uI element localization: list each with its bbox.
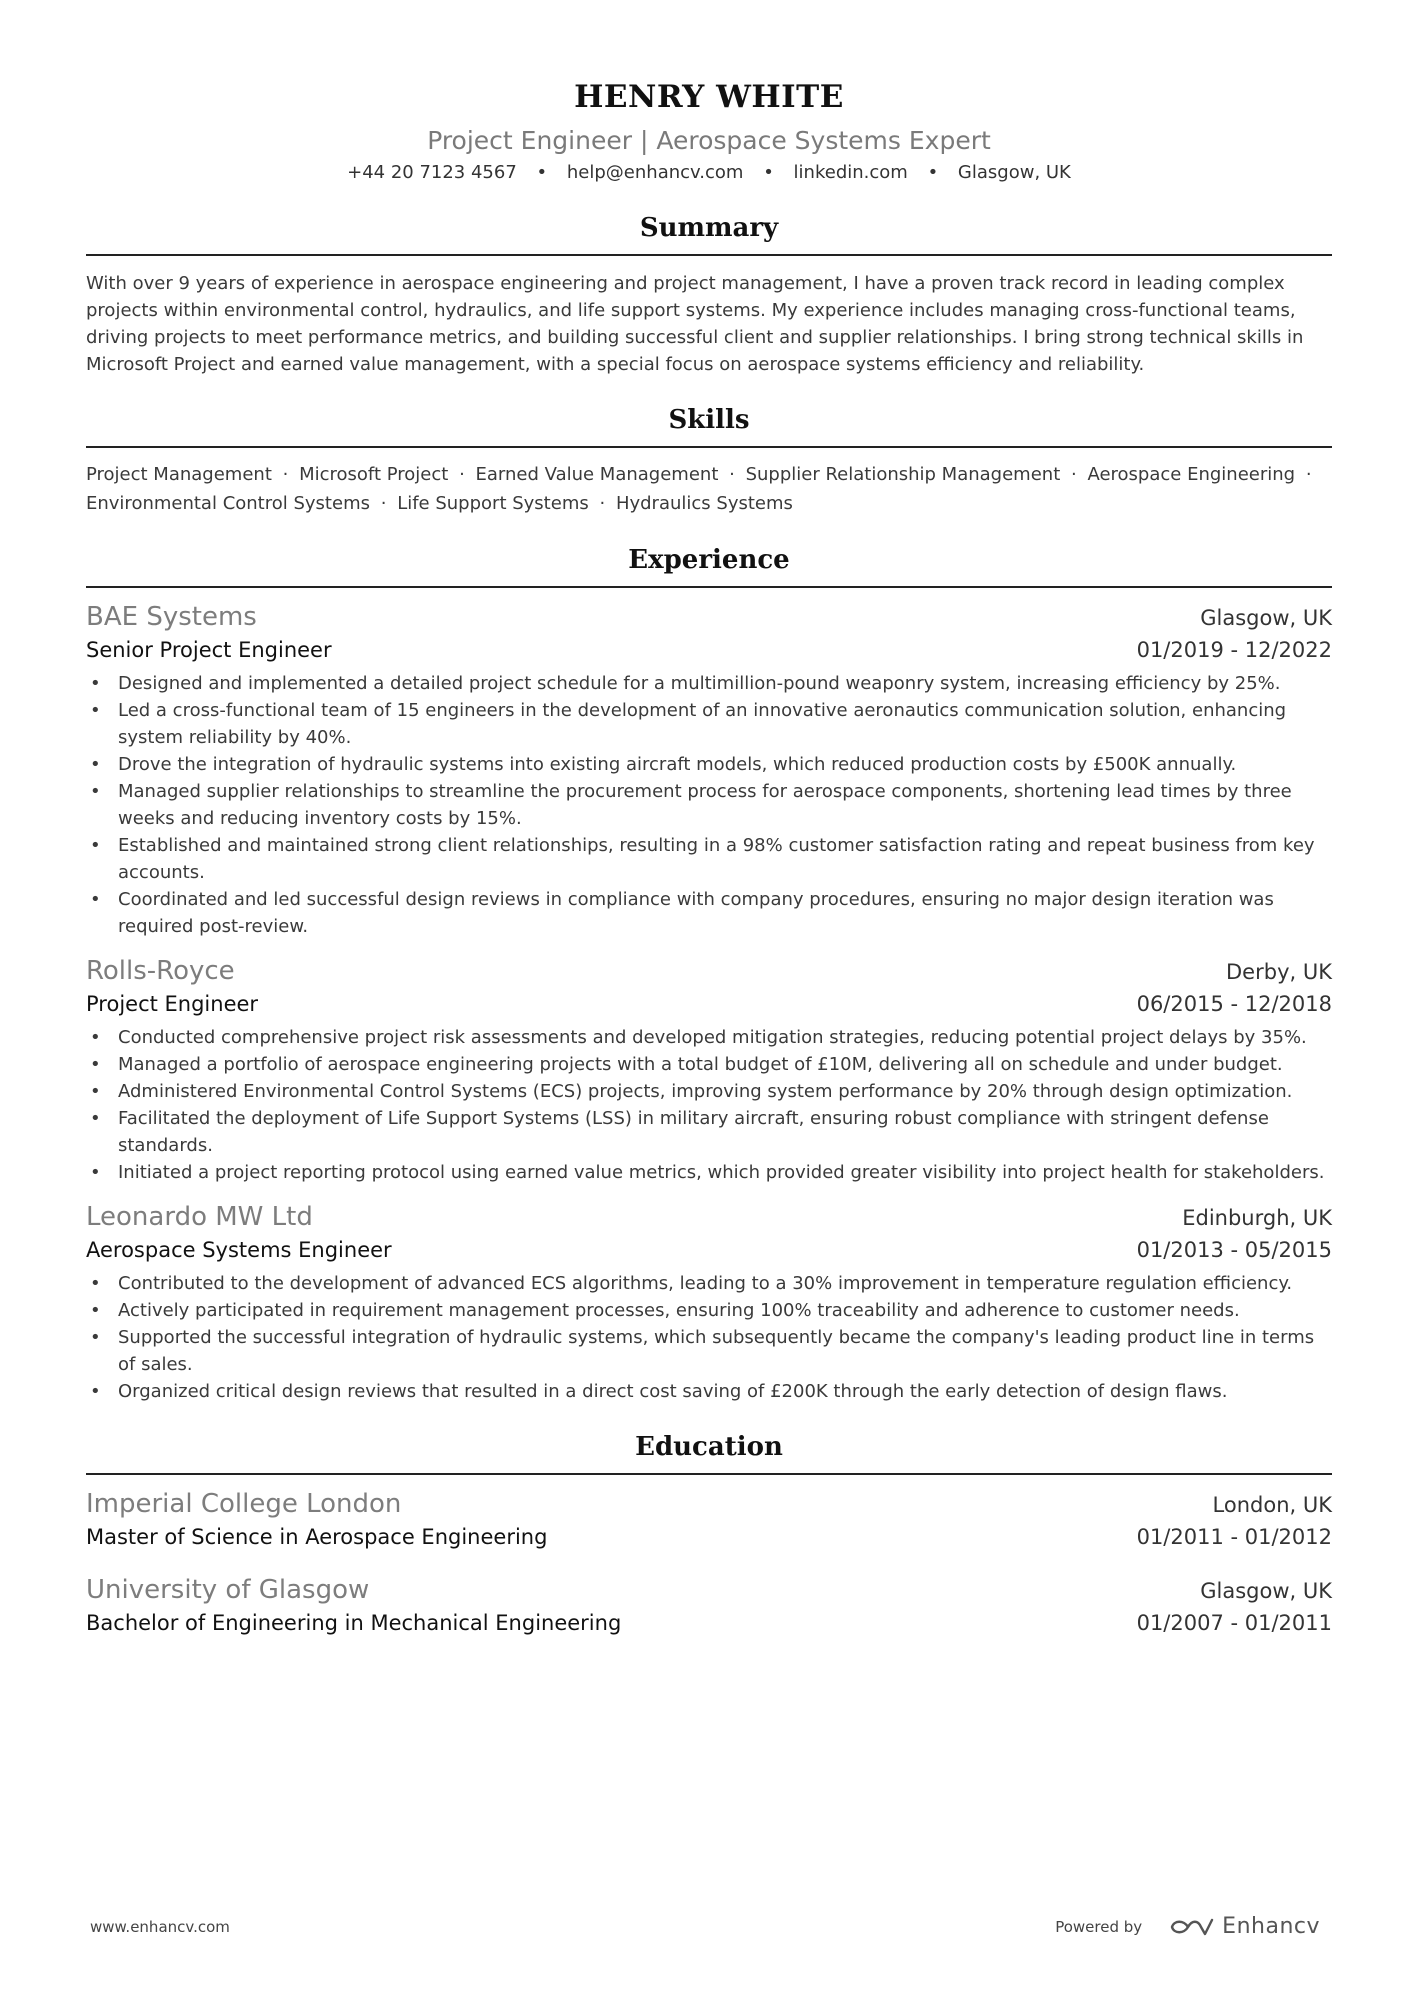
job-header-row: [86, 1200, 1332, 1234]
experience-section: [86, 540, 1332, 1405]
job-bullet: • Conducted comprehensive project risk assessments and developed mitigation strategies, reducing potential project delays by 35%.: [86, 1024, 1332, 1051]
job-location: Glasgow, UK: [1200, 606, 1332, 630]
contact-email[interactable]: help@enhancv.com: [566, 162, 744, 183]
job-role: Senior Project Engineer: [86, 638, 332, 662]
powered-by-label: Powered by: [1055, 1917, 1143, 1936]
job-entry: [86, 954, 1332, 1186]
skill-item: Project Management: [86, 464, 272, 485]
candidate-name: HENRY WHITE: [574, 79, 844, 115]
skill-item: Life Support Systems: [397, 493, 589, 514]
summary-heading: Summary: [86, 208, 1332, 256]
skills-section: [86, 400, 1332, 518]
education-dates: 01/2007 - 01/2011: [1136, 1611, 1332, 1635]
job-bullet: • Managed supplier relationships to streamline the procurement process for aerospace components, shortening lead times by three weeks and reducing inventory costs by 15%.: [86, 778, 1332, 832]
job-bullet: • Coordinated and led successful design reviews in compliance with company procedures, ensuring no major design iteration was required post-review.: [86, 886, 1332, 940]
job-entry: [86, 600, 1332, 940]
education-entry: [86, 1573, 1332, 1639]
job-role: Project Engineer: [86, 992, 259, 1016]
job-dates: 06/2015 - 12/2018: [1136, 992, 1332, 1016]
job-entry: [86, 1200, 1332, 1405]
contact-separator: •: [927, 162, 939, 183]
page-footer: [90, 1914, 1320, 1939]
skill-item: Earned Value Management: [475, 464, 719, 485]
job-company: Rolls-Royce: [86, 956, 235, 986]
education-header-row: [86, 1573, 1332, 1607]
schools-list: [86, 1487, 1332, 1639]
skill-separator: ·: [282, 464, 289, 485]
summary-text: With over 9 years of experience in aerospace engineering and project management, I have a proven track record in leading complex projects within environmental control, hydraulics, and life support systems. My experience includes managing cross-functional teams, driving projects to meet performance metrics, and building successful client and supplier relationships. I bring strong technical skills in Microsoft Project and earned value management, with a special focus on aerospace systems efficiency and reliability.: [86, 273, 1304, 375]
job-bullet: • Actively participated in requirement management processes, ensuring 100% traceability and adherence to customer needs.: [86, 1297, 1332, 1324]
contact-location: Glasgow, UK: [957, 162, 1071, 183]
education-degree: Master of Science in Aerospace Engineering: [86, 1525, 548, 1549]
skill-item: Microsoft Project: [299, 464, 449, 485]
skill-separator: ·: [1305, 464, 1312, 485]
education-heading: Education: [86, 1427, 1332, 1475]
job-location: Derby, UK: [1226, 960, 1332, 984]
resume-header: [86, 72, 1332, 186]
skill-separator: ·: [459, 464, 465, 485]
job-role-row: [86, 988, 1332, 1020]
job-role: Aerospace Systems Engineer: [86, 1238, 392, 1262]
candidate-title: Project Engineer | Aerospace Systems Expert: [427, 126, 991, 155]
education-section: [86, 1427, 1332, 1639]
job-bullet: • Supported the successful integration of hydraulic systems, which subsequently became the company's leading product line in terms of sales.: [86, 1324, 1332, 1378]
education-school: University of Glasgow: [86, 1575, 370, 1605]
education-header-row: [86, 1487, 1332, 1521]
education-degree-row: [86, 1607, 1332, 1639]
experience-heading: Experience: [86, 540, 1332, 588]
summary-section: [86, 208, 1332, 378]
job-bullet: • Contributed to the development of advanced ECS algorithms, leading to a 30% improvement in temperature regulation efficiency.: [86, 1270, 1332, 1297]
job-location: Edinburgh, UK: [1182, 1206, 1332, 1230]
job-company: Leonardo MW Ltd: [86, 1202, 313, 1232]
job-bullet: • Led a cross-functional team of 15 engineers in the development of an innovative aeronautics communication solution, enhancing system reliability by 40%.: [86, 697, 1332, 751]
education-location: Glasgow, UK: [1200, 1579, 1332, 1603]
skill-separator: ·: [599, 493, 606, 514]
skills-list: [86, 460, 1332, 518]
skill-item: Supplier Relationship Management: [745, 464, 1061, 485]
skill-separator: ·: [380, 493, 387, 514]
job-bullets: [86, 670, 1332, 940]
education-dates: 01/2011 - 01/2012: [1136, 1525, 1332, 1549]
job-bullet: • Drove the integration of hydraulic systems into existing aircraft models, which reduced production costs by £500K annually.: [86, 751, 1332, 778]
job-header-row: [86, 600, 1332, 634]
contact-line: [86, 160, 1332, 186]
skills-heading: Skills: [86, 400, 1332, 448]
skill-item: Aerospace Engineering: [1087, 464, 1296, 485]
contact-separator: •: [536, 162, 548, 183]
job-bullet: • Managed a portfolio of aerospace engineering projects with a total budget of £10M, delivering all on schedule and under budget.: [86, 1051, 1332, 1078]
education-degree-row: [86, 1521, 1332, 1553]
contact-separator: •: [763, 162, 774, 183]
contact-phone: +44 20 7123 4567: [347, 162, 517, 183]
skill-item: Environmental Control Systems: [86, 493, 370, 514]
enhancv-logo-icon: [1168, 1916, 1214, 1938]
job-role-row: [86, 1234, 1332, 1266]
job-bullets: [86, 1024, 1332, 1186]
brand-link[interactable]: [1168, 1914, 1320, 1939]
job-company: BAE Systems: [86, 602, 257, 632]
job-bullet: • Facilitated the deployment of Life Support Systems (LSS) in military aircraft, ensuring robust compliance with stringent defense standards.: [86, 1105, 1332, 1159]
contact-linkedin[interactable]: linkedin.com: [793, 162, 908, 183]
jobs-list: [86, 600, 1332, 1405]
job-bullet: • Initiated a project reporting protocol using earned value metrics, which provided greater visibility into project health for stakeholders.: [86, 1159, 1332, 1186]
education-school: Imperial College London: [86, 1489, 402, 1519]
job-header-row: [86, 954, 1332, 988]
resume-page: [86, 72, 1332, 1639]
skill-item: Hydraulics Systems: [615, 493, 793, 514]
skill-separator: ·: [1071, 464, 1077, 485]
job-dates: 01/2013 - 05/2015: [1136, 1238, 1332, 1262]
footer-website[interactable]: www.enhancv.com: [90, 1917, 230, 1936]
job-bullet: • Established and maintained strong client relationships, resulting in a 98% customer satisfaction rating and repeat business from key accounts.: [86, 832, 1332, 886]
education-location: London, UK: [1212, 1493, 1332, 1517]
job-role-row: [86, 634, 1332, 666]
footer-branding: [1055, 1914, 1320, 1939]
job-bullet: • Organized critical design reviews that resulted in a direct cost saving of £200K through the early detection of design flaws.: [86, 1378, 1332, 1405]
job-bullet: • Designed and implemented a detailed project schedule for a multimillion-pound weaponry system, increasing efficiency by 25%.: [86, 670, 1332, 697]
job-bullet: • Administered Environmental Control Systems (ECS) projects, improving system performance by 20% through design optimization.: [86, 1078, 1332, 1105]
skill-separator: ·: [729, 464, 735, 485]
job-bullets: [86, 1270, 1332, 1405]
job-dates: 01/2019 - 12/2022: [1136, 638, 1332, 662]
education-entry: [86, 1487, 1332, 1553]
education-degree: Bachelor of Engineering in Mechanical Engineering: [86, 1611, 622, 1635]
brand-name: Enhancv: [1222, 1914, 1320, 1939]
